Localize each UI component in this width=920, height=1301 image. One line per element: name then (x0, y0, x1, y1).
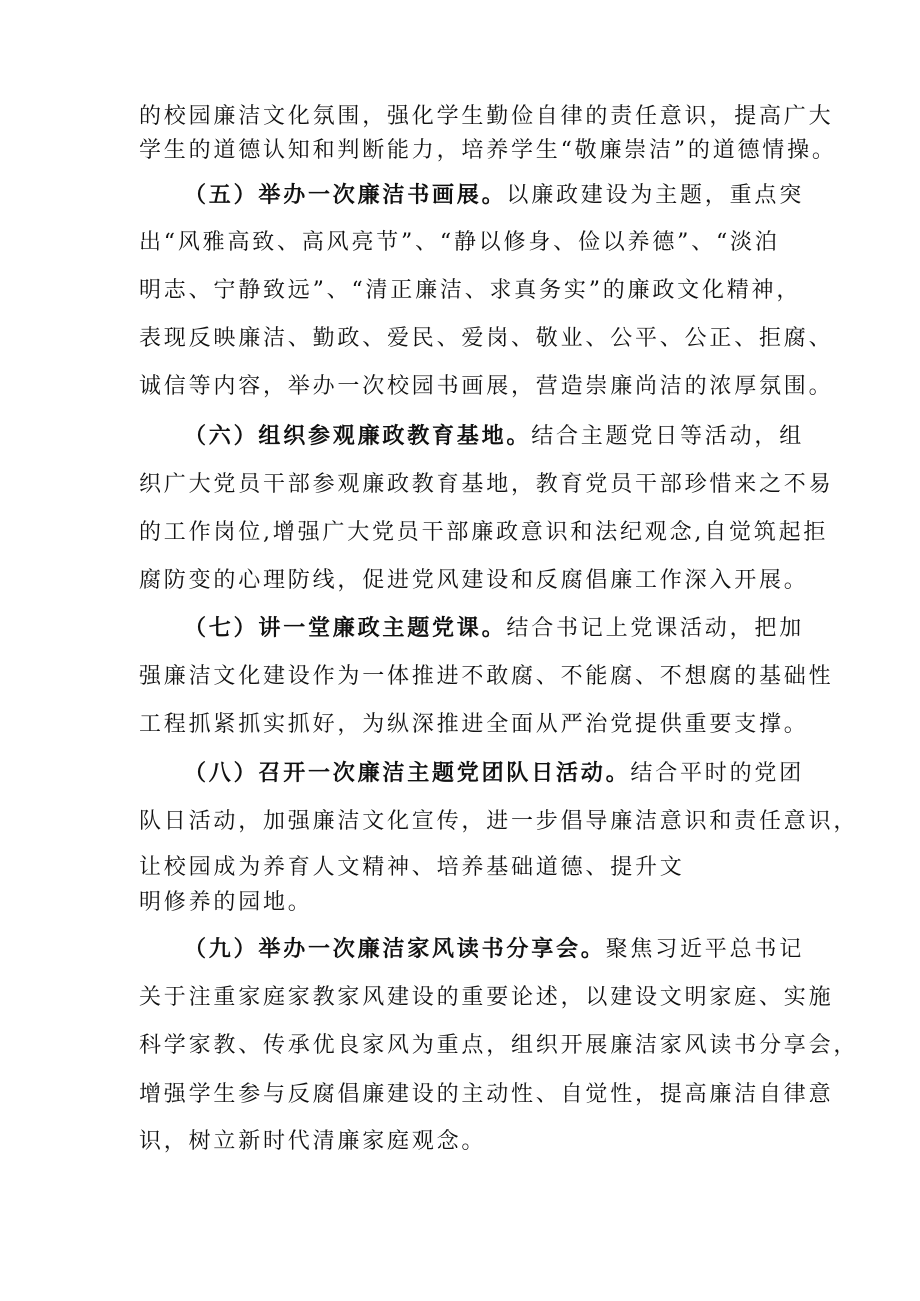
line-text: 学生的道德认知和判断能力，培养学生“敬廉崇洁”的道德情操。 (139, 138, 837, 163)
text-line (139, 274, 801, 308)
line-text: 结合平时的党团 (630, 761, 805, 786)
line-text: 工程抓紧抓实抓好，为纵深推进全面从严治党提供重要支撑。 (139, 712, 809, 737)
text-line (139, 1125, 486, 1159)
line-text: 诚信等内容，举办一次校园书画展，营造崇廉尚洁的浓厚氛围。 (139, 374, 834, 399)
text-line (139, 660, 833, 694)
line-text: 明修养的园地。 (139, 890, 313, 915)
text-line (139, 1078, 833, 1112)
text-line (139, 805, 858, 839)
text-line (184, 933, 804, 967)
text-line (139, 1029, 858, 1063)
text-line (184, 612, 804, 646)
line-text: 表现反映廉洁、勤政、爱民、爱岗、敬业、公平、公正、拒腐、 (139, 326, 834, 351)
line-text: 队日活动，加强廉洁文化宣传，进一步倡导廉洁意识和责任意识， (139, 809, 859, 834)
section-heading: （八）召开一次廉洁主题党团队日活动。 (184, 761, 631, 786)
line-text: 的工作岗位,增强广大党员干部廉政意识和法纪观念,自觉筑起拒 (139, 520, 829, 545)
line-text: 明志、宁静致远”、“清正廉洁、求真务实”的廉政文化精神， (139, 278, 802, 303)
text-line (139, 981, 833, 1015)
line-text: 聚焦习近平总书记 (605, 937, 805, 962)
line-text: 关于注重家庭家教家风建设的重要论述，以建设文明家庭、实施 (139, 985, 834, 1010)
text-line (139, 468, 833, 502)
line-text: 强廉洁文化建设作为一体推进不敢腐、不能腐、不想腐的基础性 (139, 664, 834, 689)
line-text: 增强学生参与反腐倡廉建设的主动性、自觉性，提高廉洁自律意 (139, 1082, 834, 1107)
section-heading: （六）组织参观廉政教育基地。 (184, 424, 532, 449)
section-heading: （七）讲一堂廉政主题党课。 (184, 616, 507, 641)
text-line (139, 322, 833, 356)
line-text: 织广大党员干部参观廉政教育基地，教育党员干部珍惜来之不易 (139, 472, 834, 497)
text-line (139, 370, 833, 404)
text-line (139, 226, 780, 260)
text-line (184, 757, 804, 791)
text-line (184, 179, 804, 213)
text-line (139, 886, 313, 920)
line-text: 科学家教、传承优良家风为重点，组织开展廉洁家风读书分享会， (139, 1033, 859, 1058)
text-line (139, 516, 828, 550)
line-text: 让校园成为养育人文精神、培养基础道德、提升文 (139, 855, 685, 880)
text-line (139, 708, 809, 742)
text-line (139, 851, 685, 885)
text-line (139, 100, 833, 134)
line-text: 结合书记上党课活动，把加 (506, 616, 805, 641)
text-line (139, 134, 837, 168)
line-text: 出“风雅高致、高风亮节”、“静以修身、俭以养德”、“淡泊 (139, 230, 780, 255)
line-text: 的校园廉洁文化氛围，强化学生勤俭自律的责任意识，提高广大 (139, 104, 834, 129)
line-text: 结合主题党日等活动，组 (531, 424, 805, 449)
line-text: 以廉政建设为主题，重点突 (506, 183, 805, 208)
section-heading: （五）举办一次廉洁书画展。 (184, 183, 507, 208)
section-heading: （九）举办一次廉洁家风读书分享会。 (184, 937, 606, 962)
line-text: 腐防变的心理防线，促进党风建设和反腐倡廉工作深入开展。 (139, 568, 809, 593)
text-line (184, 420, 804, 454)
text-line (139, 564, 809, 598)
line-text: 识，树立新时代清廉家庭观念。 (139, 1129, 487, 1154)
